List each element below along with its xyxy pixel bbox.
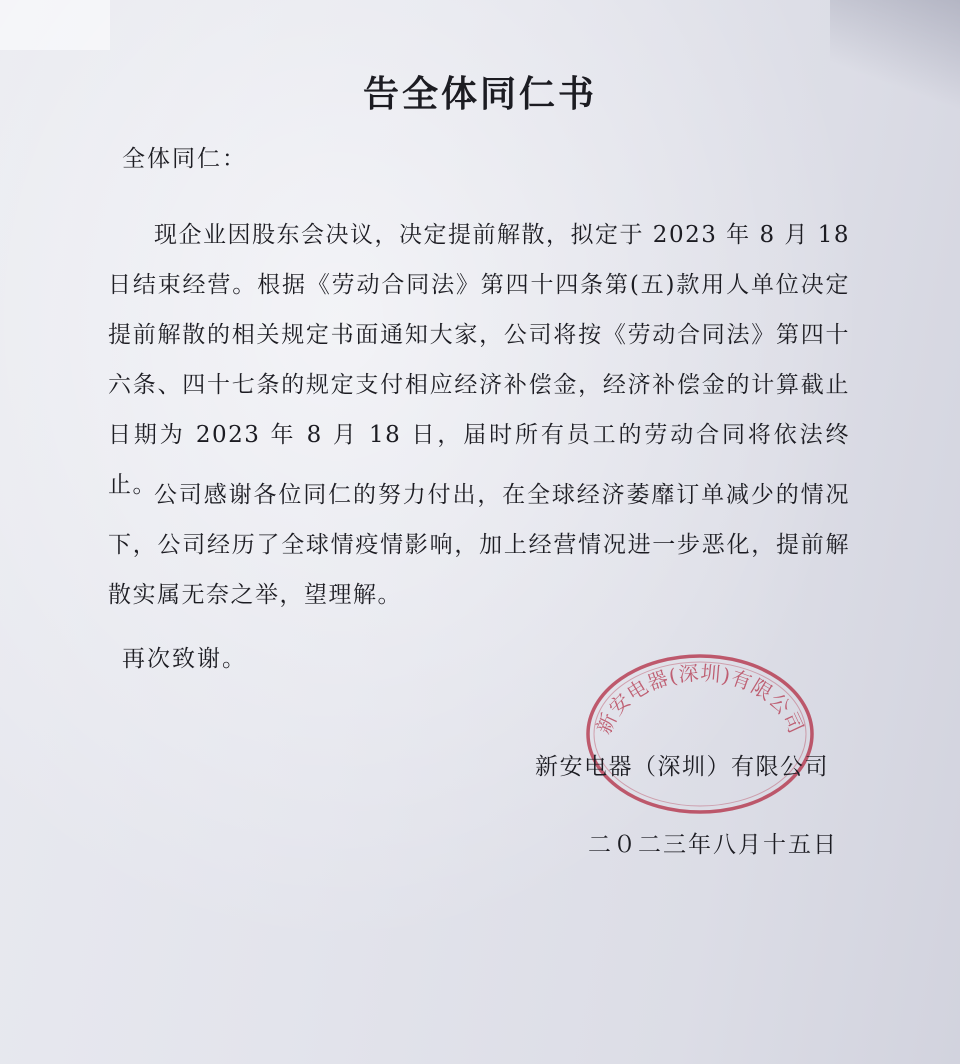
letter-title: 告全体同仁书 (362, 73, 597, 115)
paragraph-dissolution-notice: 现企业因股东会决议，决定提前解散，拟定于 2023 年 8 月 18 日结束经营。根据《劳动合同法》第四十四条第(五)款用人单位决定提前解散的相关规定书面通知大家，公司将按《劳动合同法》第四十六条、四十七条的规定支付相应经济补偿金，经济补偿金的计算截止日期为 2023 年 8 月 18 日，届时所有员工的劳动合同将依法终止。 (108, 222, 850, 498)
company-seal-stamp (582, 650, 818, 818)
letter-date: 二０二三年八月十五日 (588, 832, 838, 858)
svg-text:新安电器(深圳)有限公司 (591, 661, 808, 738)
seal-text: 新安电器(深圳)有限公司 (591, 660, 809, 738)
closing-thanks: 再次致谢。 (122, 646, 247, 672)
salutation: 全体同仁： (122, 146, 247, 172)
paragraph-appreciation: 公司感谢各位同仁的努力付出，在全球经济萎靡订单减少的情况下，公司经历了全球情疫情影响，加上经营情况进一步恶化，提前解散实属无奈之举，望理解。 (108, 482, 850, 608)
page-highlight (0, 0, 110, 50)
company-signature: 新安电器（深圳）有限公司 (535, 754, 829, 780)
